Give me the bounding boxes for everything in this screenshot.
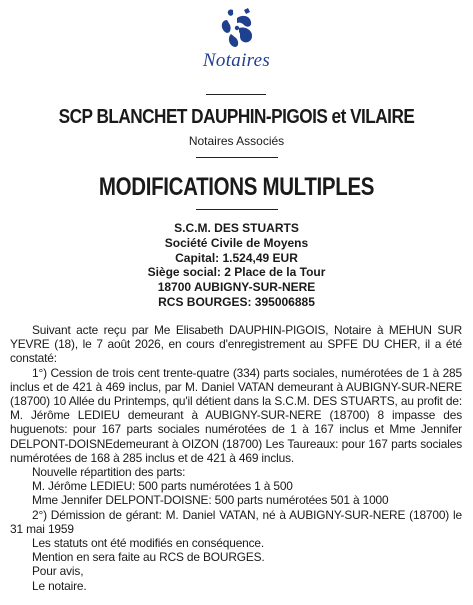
split-line-2: Mme Jennifer DELPONT-DOISNE: 500 parts numérotées 501 à 1000 bbox=[32, 493, 389, 508]
resignation-paragraph: 2°) Démission de gérant: M. Daniel VATAN, né à AUBIGNY-SUR-NERE (18700) le 31 mai 1959 bbox=[10, 507, 462, 536]
split-line-1: M. Jérôme LEDIEU: 500 parts numérotées 1 à 500 bbox=[32, 479, 293, 494]
company-city: 18700 AUBIGNY-SUR-NERE bbox=[157, 280, 316, 295]
company-block bbox=[0, 221, 473, 310]
transfer-paragraph: 1°) Cession de trois cent trente-quatre (334) parts sociales, numérotées de 1 à 285 inclus et de 421 à 469 inclus, par M. Daniel VATAN demeurant à AUBIGNY-SUR-NERE (18700) 10 Allée du Printemps, qu'il détient dans la S.C.M. DES STUARTS, au profit de: M. Jérôme LEDIEU demeurant à AUBIGNY-SUR-NERE (18700) 8 impasse des huguenots: pour 167 parts sociales numérotées de 1 à 167 inclus et Mme Jennifer DELPONT-DOISNEdemeurant à OIZON (18700) Les Taureaux: pour 167 parts sociales numérotées de 168 à 285 inclus et de 421 à 469 inclus. bbox=[10, 365, 462, 465]
top-rule bbox=[206, 94, 266, 95]
divider-rule bbox=[196, 157, 278, 158]
notaires-emblem-icon bbox=[217, 6, 257, 50]
company-rcs: RCS BOURGES: 395006885 bbox=[158, 294, 315, 309]
company-name: S.C.M. DES STUARTS bbox=[174, 221, 299, 235]
firm-subtitle: Notaires Associés bbox=[188, 134, 285, 148]
closing-line: Pour avis, bbox=[32, 564, 84, 579]
company-seat: Siège social: 2 Place de la Tour bbox=[147, 265, 326, 280]
split-title: Nouvelle répartition des parts: bbox=[32, 465, 186, 480]
notice-body bbox=[10, 323, 462, 593]
company-type: Société Civile de Moyens bbox=[164, 235, 309, 250]
intro-paragraph: Suivant acte reçu par Me Elisabeth DAUPHIN-PIGOIS, Notaire à MEHUN SUR YEVRE (18), le 7 août 2026, en cours d'enregistrement au SPFE DU CHER, il a été constaté: bbox=[10, 323, 462, 366]
title-rule bbox=[196, 209, 278, 210]
firm-name: SCP BLANCHET DAUPHIN-PIGOIS et VILAIRE bbox=[58, 106, 415, 128]
signature-line: Le notaire. bbox=[32, 578, 87, 593]
notaires-logo bbox=[0, 6, 473, 76]
statutes-line: Les statuts ont été modifiés en conséquence. bbox=[32, 536, 265, 551]
notice-title: MODIFICATIONS MULTIPLES bbox=[98, 173, 375, 201]
logo-wordmark: Notaires bbox=[202, 50, 271, 71]
mention-line: Mention en sera faite au RCS de BOURGES. bbox=[32, 550, 265, 565]
company-capital: Capital: 1.524,49 EUR bbox=[175, 250, 298, 265]
